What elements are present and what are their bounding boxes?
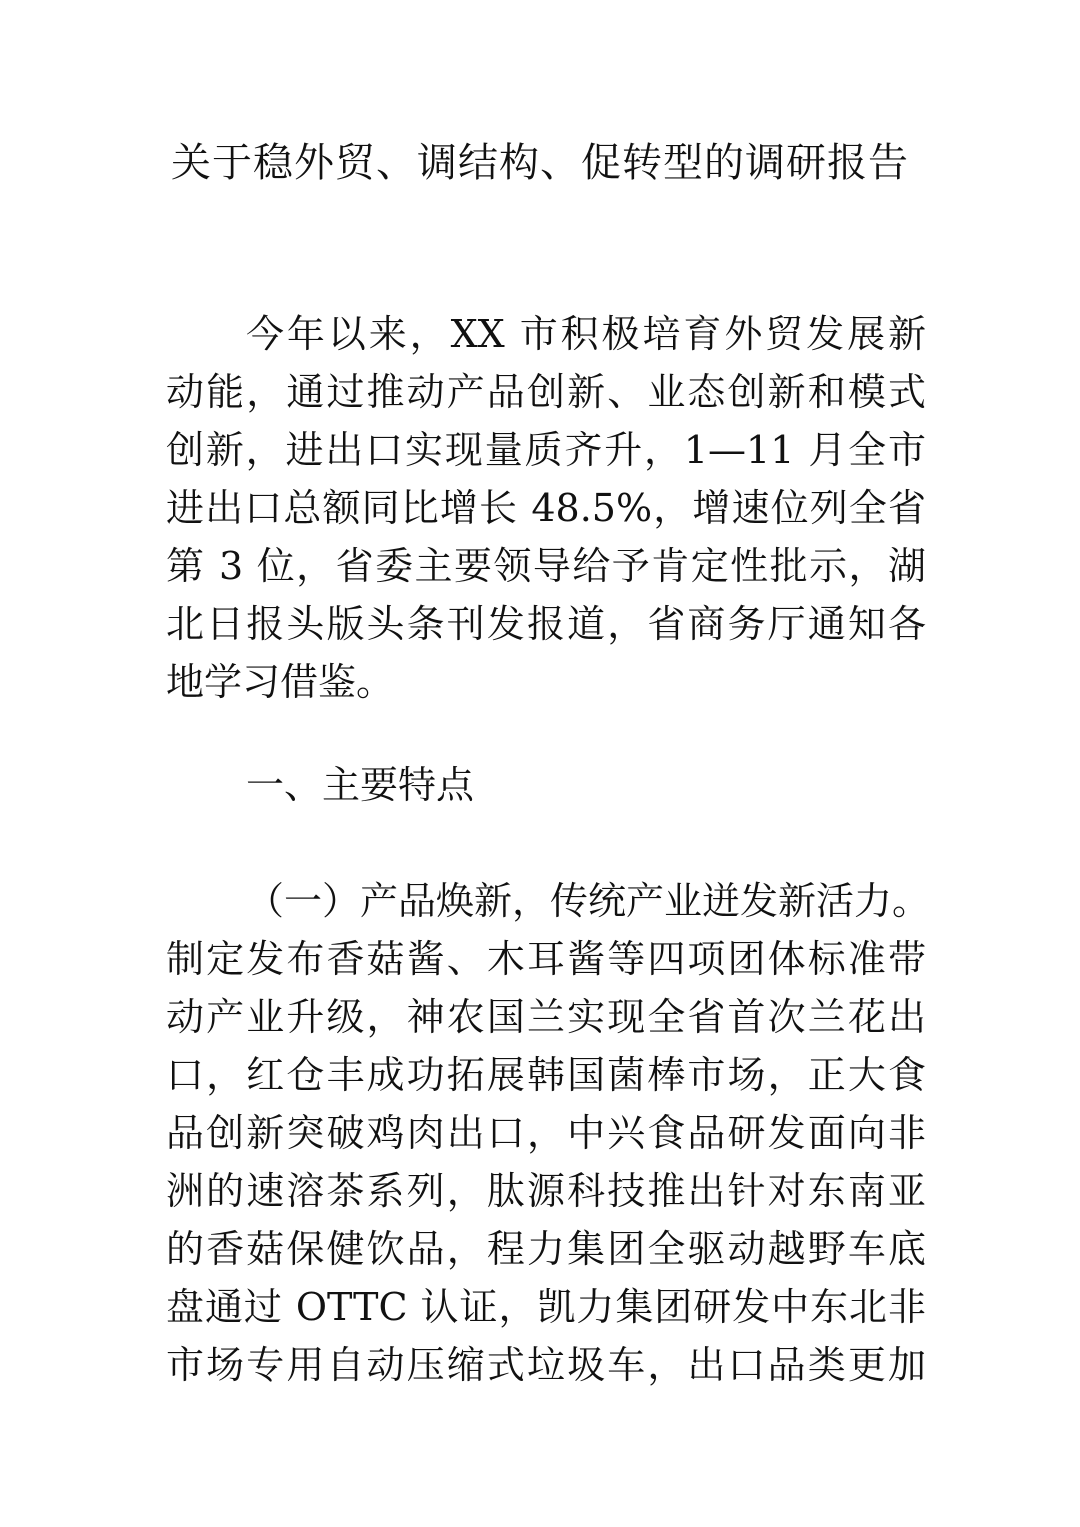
subsection-line: 动产业升级，神农国兰实现全省首次兰花出 <box>166 995 926 1039</box>
subsection-line: 的香菇保健饮品，程力集团全驱动越野车底 <box>166 1227 926 1271</box>
intro-line: 地学习借鉴。 <box>166 660 395 704</box>
subsection-line: 制定发布香菇酱、木耳酱等四项团体标准带 <box>166 937 926 981</box>
subsection-line: 口，红仓丰成功拓展韩国菌棒市场，正大食 <box>166 1053 926 1097</box>
subsection-line: 品创新突破鸡肉出口，中兴食品研发面向非 <box>166 1111 926 1155</box>
intro-paragraph <box>166 305 926 711</box>
subsection-line: （一）产品焕新，传统产业迸发新活力。 <box>246 879 931 923</box>
intro-line: 第 3 位，省委主要领导给予肯定性批示，湖 <box>166 544 926 588</box>
intro-line: 进出口总额同比增长 48.5%，增速位列全省 <box>166 486 926 530</box>
intro-line: 创新，进出口实现量质齐升，1—11 月全市 <box>166 428 926 472</box>
document-title: 关于稳外贸、调结构、促转型的调研报告 <box>171 140 909 186</box>
intro-line: 今年以来，XX 市积极培育外贸发展新 <box>246 312 926 356</box>
subsection-paragraph <box>166 872 931 1394</box>
subsection-line: 洲的速溶茶系列，肽源科技推出针对东南亚 <box>166 1169 926 1213</box>
intro-line: 动能，通过推动产品创新、业态创新和模式 <box>166 370 926 414</box>
subsection-line: 市场专用自动压缩式垃圾车，出口品类更加 <box>166 1343 926 1387</box>
subsection-line: 盘通过 OTTC 认证，凯力集团研发中东北非 <box>166 1285 926 1329</box>
section-heading: 一、主要特点 <box>246 763 475 807</box>
intro-line: 北日报头版头条刊发报道，省商务厅通知各 <box>166 602 926 646</box>
